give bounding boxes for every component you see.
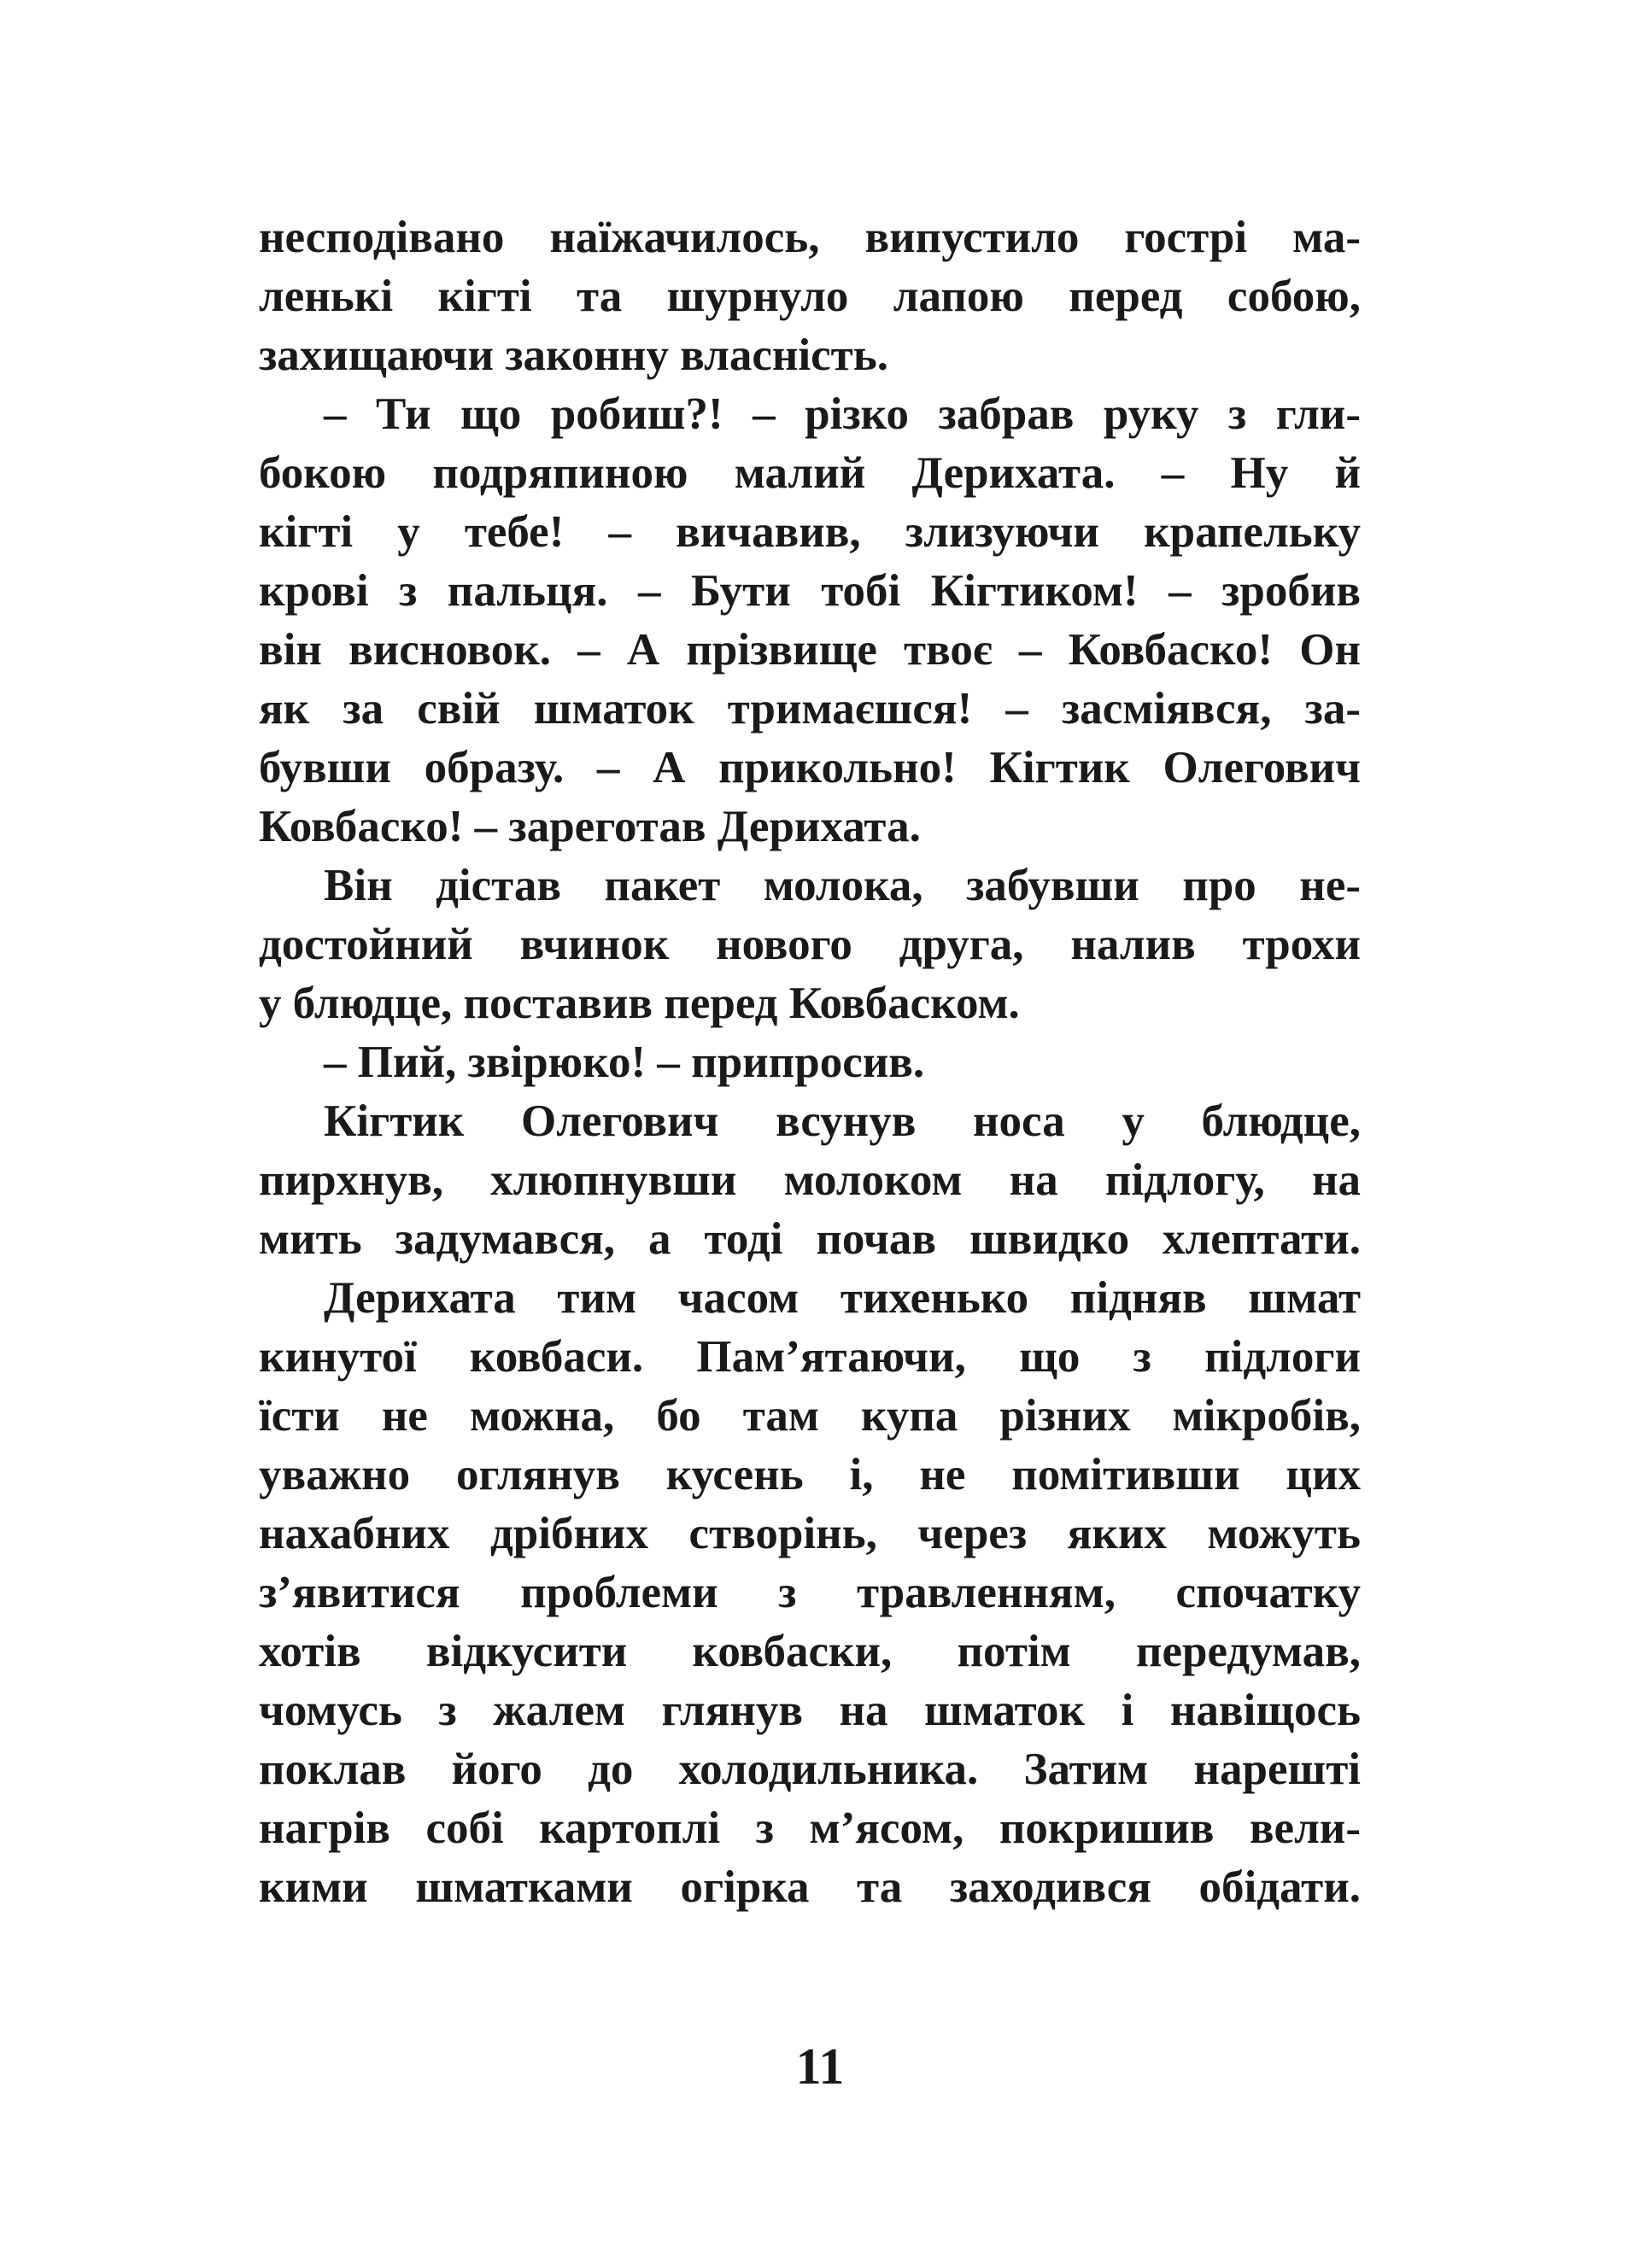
text-line: їсти не можна, бо там купа різних мікробів,: [259, 1391, 1361, 1441]
text-line: чомусь з жалем глянув на шматок і навіщось: [259, 1686, 1361, 1735]
text-line: пирхнув, хлюпнувши молоком на підлогу, на: [259, 1155, 1361, 1205]
text-line: уважно оглянув кусень і, не помітивши цих: [259, 1450, 1361, 1499]
text-line: як за свій шматок тримаєшся! – засміявся, за-: [259, 684, 1361, 734]
body-text: [259, 208, 1361, 1917]
text-line: бокою подряпиною малий Дерихата. – Ну й: [259, 448, 1361, 498]
text-line: він висновок. – А прізвище твоє – Ковбаско! Он: [259, 625, 1361, 675]
text-line: поклав його до холодильника. Затим нарешті: [259, 1745, 1361, 1794]
text-line: нагрів собі картоплі з м’ясом, покришив вели-: [259, 1803, 1361, 1853]
text-line: кими шматками огірка та заходився обідати.: [259, 1862, 1361, 1912]
text-line: мить задумався, а тоді почав швидко хлептати.: [259, 1214, 1361, 1264]
text-line: кігті у тебе! – вичавив, злизуючи крапельку: [259, 507, 1361, 557]
text-line: ленькі кігті та шурнуло лапою перед собою,: [259, 272, 1361, 321]
text-line: Він дістав пакет молока, забувши про не-: [324, 861, 1361, 910]
text-line: нахабних дрібних створінь, через яких можуть: [259, 1509, 1361, 1558]
page-number: 11: [795, 2038, 845, 2095]
text-line: з’явитися проблеми з травленням, спочатку: [259, 1568, 1361, 1617]
text-line: несподівано наїжачилось, випустило гострі ма-: [259, 213, 1361, 262]
text-line: достойний вчинок нового друга, налив трохи: [259, 920, 1361, 969]
text-line: – Пий, звірюко! – припросив.: [324, 1038, 925, 1087]
text-line: Кігтик Олегович всунув носа у блюдце,: [324, 1096, 1361, 1146]
text-line: – Ти що робиш?! – різко забрав руку з гли-: [324, 389, 1361, 439]
text-line: крові з пальця. – Бути тобі Кігтиком! – зробив: [259, 566, 1361, 616]
text-line: Ковбаско! – зареготав Дерихата.: [259, 802, 921, 851]
text-line: у блюдце, поставив перед Ковбаском.: [259, 979, 1020, 1028]
text-line: бувши образу. – А прикольно! Кігтик Олегович: [259, 743, 1361, 792]
text-line: Дерихата тим часом тихенько підняв шмат: [324, 1273, 1361, 1323]
text-line: захищаючи законну власність.: [259, 330, 888, 380]
text-line: хотів відкусити ковбаски, потім передумав,: [259, 1627, 1361, 1676]
text-line: кинутої ковбаси. Пам’ятаючи, що з підлоги: [259, 1332, 1361, 1382]
